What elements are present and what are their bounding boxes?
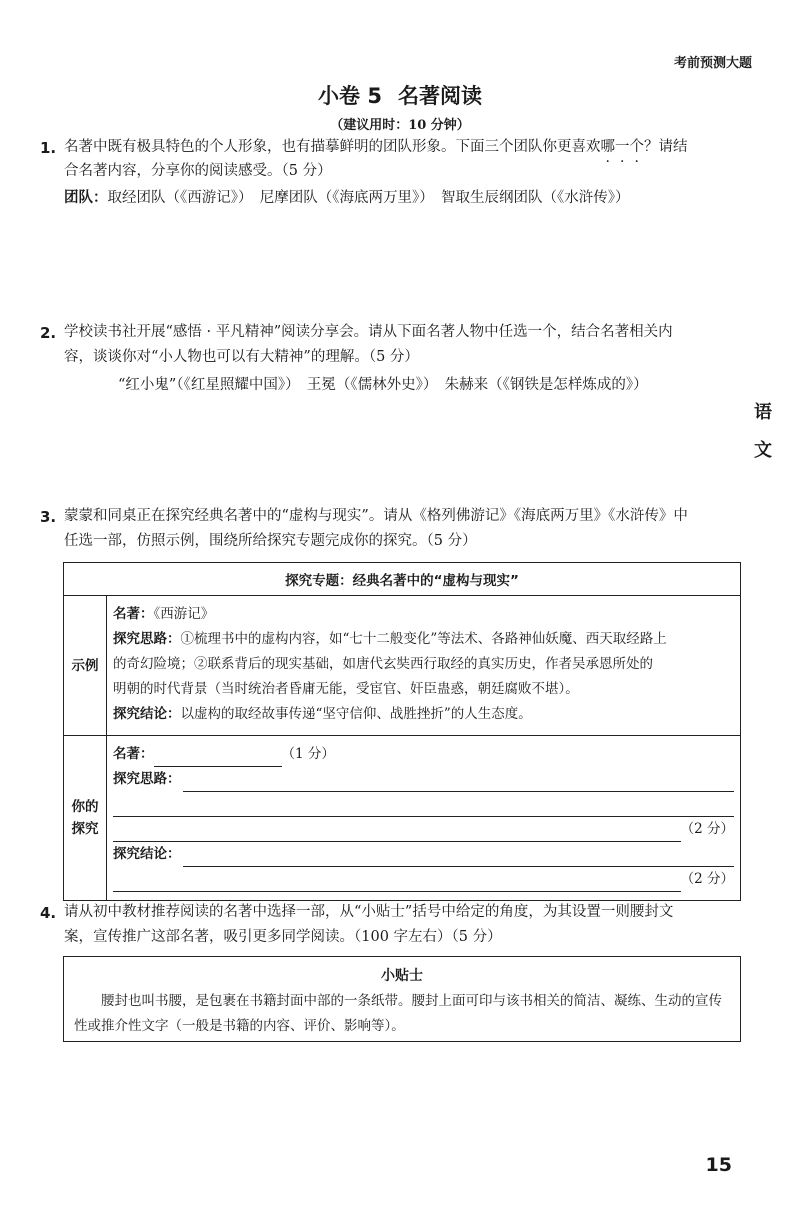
ex-concl: 以虚构的取经故事传递“坚守信仰、战胜挫折”的人生态度。 [180, 706, 532, 722]
header-tag: 考前预测大题 [673, 56, 752, 71]
q4-line1: 请从初中教材推荐阅读的名著中选择一部，从“小贴士”括号中给定的角度，为其设置一则腰封文 [64, 904, 674, 920]
exploration-table [63, 562, 741, 901]
ex-name: 《西游记》 [153, 606, 215, 622]
example-label: 示例 [64, 596, 107, 736]
q3-number: 3. [40, 508, 57, 526]
ex-idea-l3: 明朝的时代背景（当时统治者昏庸无能，受宦官、奸臣蛊惑，朝廷腐败不堪）。 [113, 681, 579, 697]
idea-answer-blank-2[interactable] [113, 799, 734, 817]
side-label-2: 文 [754, 440, 772, 461]
q2-number: 2. [40, 324, 57, 342]
q3-line2: 任选一部，仿照示例，围绕所给探究专题完成你的探究。（5 分） [64, 533, 477, 549]
yours-name-score: （1 分） [281, 746, 335, 762]
q4-number: 4. [40, 904, 57, 922]
title-name: 名著阅读 [397, 84, 482, 108]
q1-teams: 团队：取经团队（《西游记》） 尼摩团队（《海底两万里》） 智取生辰纲团队（《水浒传》） [64, 190, 630, 206]
ex-idea-label: 探究思路： [113, 631, 181, 647]
ex-name-label: 名著： [113, 606, 154, 622]
yours-idea-label: 探究思路： [113, 771, 181, 787]
yours-name-label: 名著： [113, 746, 154, 762]
name-answer-blank[interactable] [154, 750, 282, 767]
example-cell [107, 596, 741, 736]
yours-label: 你的探究 [64, 736, 107, 901]
yours-concl-score: （2 分） [680, 871, 734, 887]
page-title [0, 80, 800, 110]
page-number: 15 [705, 1154, 732, 1176]
q4-line2: 案，宣传推广这部名著，吸引更多同学阅读。（100 字左右）（5 分） [64, 929, 502, 945]
ex-concl-label: 探究结论： [113, 706, 181, 722]
q2-line2: 容，谈谈你对“小人物也可以有大精神”的理解。（5 分） [64, 349, 419, 365]
yours-concl-label: 探究结论： [113, 846, 181, 862]
ex-idea-l2: 的奇幻险境；②联系背后的现实基础，如唐代玄奘西行取经的真实历史，作者吴承恩所处的 [113, 656, 653, 672]
concl-answer-blank-2[interactable] [113, 874, 681, 892]
side-label-1: 语 [754, 402, 772, 423]
suggested-time: （建议用时：10 分钟） [330, 118, 470, 133]
title-part: 小卷 5 [318, 84, 382, 108]
ex-idea-l1: ①梳理书中的虚构内容，如“七十二般变化”等法术、各路神仙妖魔、西天取经路上 [180, 631, 667, 647]
q3-line1: 蒙蒙和同桌正在探究经典名著中的“虚构与现实”。请从《格列佛游记》《海底两万里》《水浒传》中 [64, 508, 688, 524]
yours-cell [107, 736, 741, 901]
yours-idea-score: （2 分） [680, 821, 734, 837]
q2-line1: 学校读书社开展“感悟 · 平凡精神”阅读分享会。请从下面名著人物中任选一个，结合名著相关内 [64, 324, 673, 340]
q1-number: 1. [40, 139, 57, 157]
idea-answer-blank-3[interactable] [113, 824, 681, 842]
idea-answer-blank-1[interactable] [183, 774, 735, 792]
q1-line1: 名著中既有极具特色的个人形象，也有描摹鲜明的团队形象。下面三个团队你更喜欢哪一个？请结 [64, 139, 688, 155]
q1-line2: 合名著内容，分享你的阅读感受。（5 分） [64, 163, 332, 179]
tip-title: 小贴士 [381, 968, 423, 984]
table-header: 探究专题：经典名著中的“虚构与现实” [64, 563, 741, 596]
tip-body: 腰封也叫书腰，是包裹在书籍封面中部的一条纸带。腰封上面可印与该书相关的简洁、凝练、生动的宣传性或推介性文字（一般是书籍的内容、评价、影响等）。 [74, 993, 722, 1034]
concl-answer-blank-1[interactable] [183, 849, 735, 867]
q2-people: “红小鬼”（《红星照耀中国》） 王冕（《儒林外史》） 朱赫来（《钢铁是怎样炼成的》） [118, 377, 648, 393]
tip-box [63, 956, 741, 1042]
